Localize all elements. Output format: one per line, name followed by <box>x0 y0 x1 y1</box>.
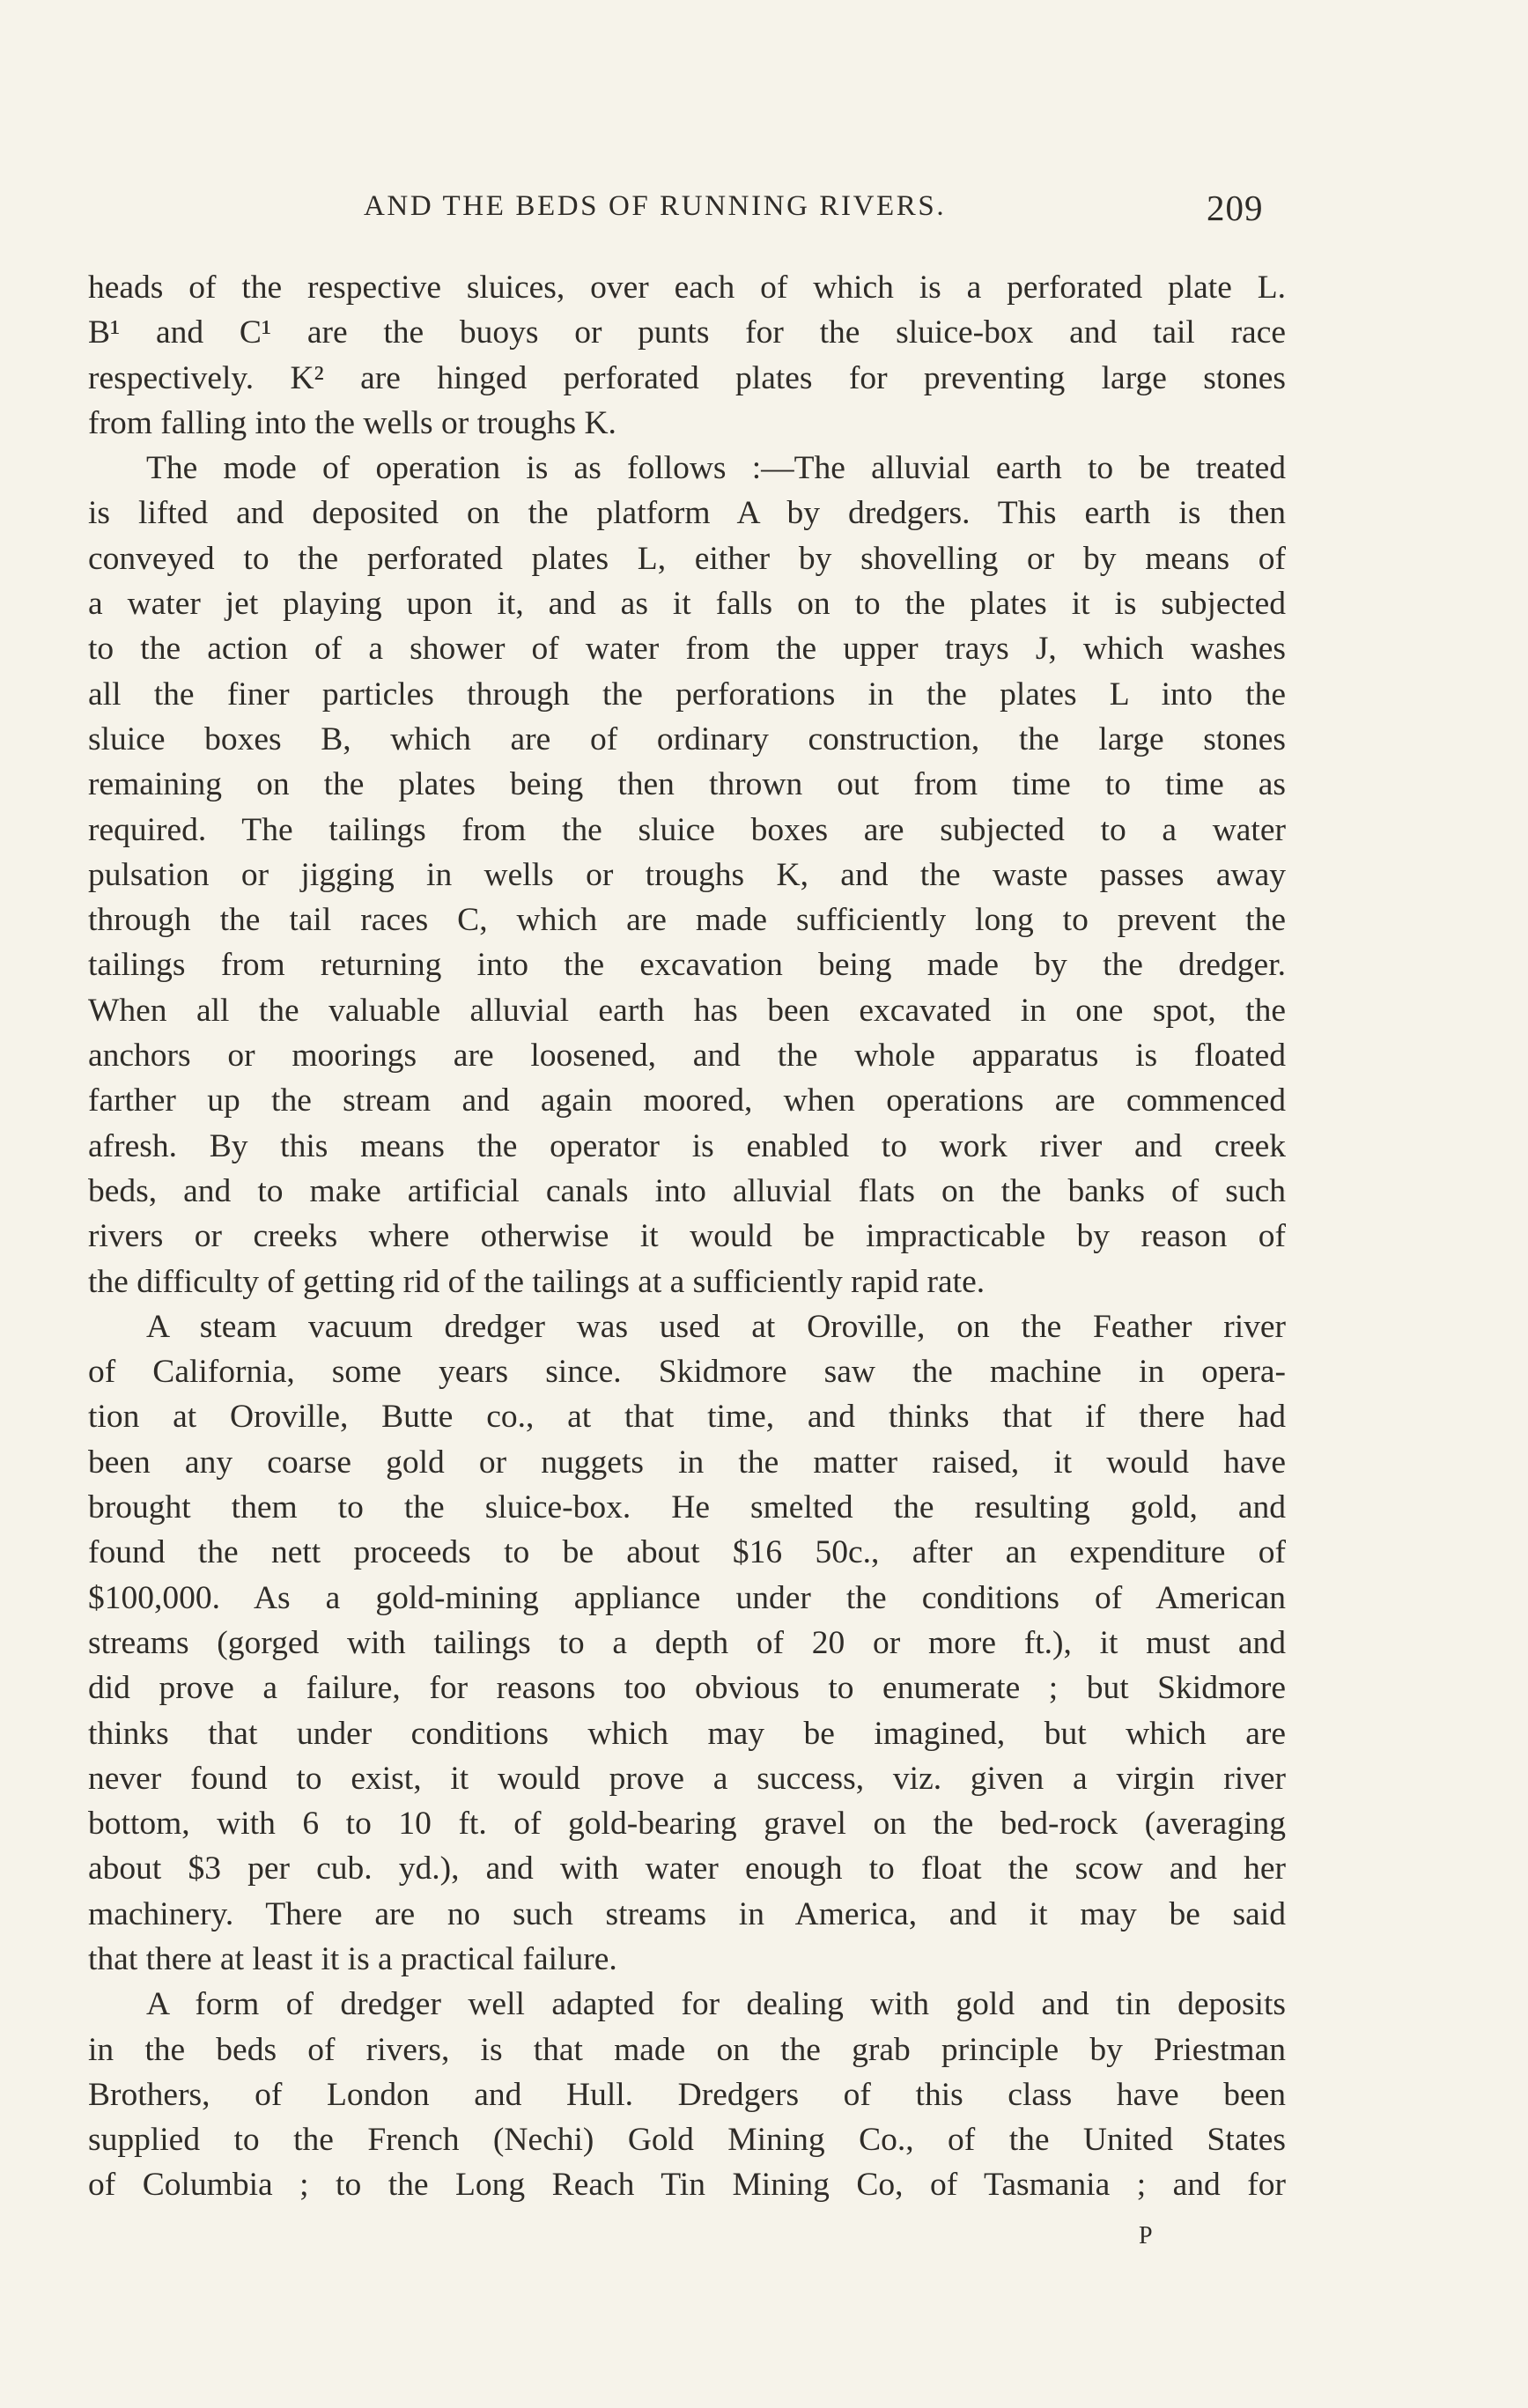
paragraph-start-line: A steam vacuum dredger was used at Oroville, on the Feather river <box>146 1308 1286 1345</box>
text-line: heads of the respective sluices, over each of which is a perforated plate L. <box>88 270 1286 306</box>
text-line: rivers or creeks where otherwise it would be impracticable by reason of <box>88 1218 1286 1255</box>
text-line: never found to exist, it would prove a success, viz. given a virgin river <box>88 1760 1286 1797</box>
text-line: through the tail races C, which are made sufficiently long to prevent the <box>88 902 1286 939</box>
text-line: about $3 per cub. yd.), and with water enough to float the scow and her <box>88 1850 1286 1887</box>
running-head <box>0 190 1528 234</box>
text-line: a water jet playing upon it, and as it falls on to the plates it is subjected <box>88 586 1286 623</box>
text-line: machinery. There are no such streams in America, and it may be said <box>88 1895 1286 1932</box>
text-line: from falling into the wells or troughs K. <box>88 404 616 441</box>
text-line: did prove a failure, for reasons too obvious to enumerate ; but Skidmore <box>88 1670 1286 1707</box>
running-title: AND THE BEDS OF RUNNING RIVERS. <box>364 190 947 222</box>
text-line: in the beds of rivers, is that made on the grab principle by Priestman <box>88 2031 1286 2068</box>
paragraph-start-line: The mode of operation is as follows :—The alluvial earth to be treated <box>146 450 1286 487</box>
page-number: 209 <box>1207 188 1264 228</box>
text-line: pulsation or jigging in wells or troughs K, and the waste passes away <box>88 856 1286 893</box>
text-line: tailings from returning into the excavation being made by the dredger. <box>88 947 1286 984</box>
text-line: thinks that under conditions which may be imagined, but which are <box>88 1715 1286 1752</box>
text-line: streams (gorged with tailings to a depth of 20 or more ft.), it must and <box>88 1624 1286 1661</box>
signature-mark: P <box>1139 2222 1154 2249</box>
text-line: supplied to the French (Nechi) Gold Mining Co., of the United States <box>88 2122 1286 2159</box>
text-line: B¹ and C¹ are the buoys or punts for the sluice-box and tail race <box>88 314 1286 351</box>
text-line: $100,000. As a gold-mining appliance under the conditions of American <box>88 1579 1286 1616</box>
body-text <box>88 265 1286 2208</box>
text-line: afresh. By this means the operator is enabled to work river and creek <box>88 1127 1286 1164</box>
text-line: brought them to the sluice-box. He smelted the resulting gold, and <box>88 1489 1286 1526</box>
text-line: farther up the stream and again moored, when operations are commenced <box>88 1082 1286 1119</box>
text-line: required. The tailings from the sluice boxes are subjected to a water <box>88 811 1286 848</box>
text-line: to the action of a shower of water from the upper trays J, which washes <box>88 631 1286 668</box>
text-line: bottom, with 6 to 10 ft. of gold-bearing gravel on the bed-rock (averaging <box>88 1806 1286 1843</box>
text-line: that there at least it is a practical failure. <box>88 1940 617 1977</box>
text-line: Brothers, of London and Hull. Dredgers of this class have been <box>88 2076 1286 2113</box>
text-line: is lifted and deposited on the platform A by dredgers. This earth is then <box>88 495 1286 532</box>
text-line: the difficulty of getting rid of the tailings at a sufficiently rapid rate. <box>88 1263 985 1300</box>
text-line: of California, some years since. Skidmore saw the machine in opera- <box>88 1354 1286 1391</box>
text-line: been any coarse gold or nuggets in the matter raised, it would have <box>88 1444 1286 1481</box>
text-line: all the finer particles through the perforations in the plates L into the <box>88 676 1286 713</box>
text-line: anchors or moorings are loosened, and the whole apparatus is floated <box>88 1038 1286 1075</box>
text-line: beds, and to make artificial canals into alluvial flats on the banks of such <box>88 1172 1286 1209</box>
text-line: found the nett proceeds to be about $16 50c., after an expenditure of <box>88 1534 1286 1571</box>
text-line: remaining on the plates being then thrown out from time to time as <box>88 766 1286 803</box>
text-line: conveyed to the perforated plates L, either by shovelling or by means of <box>88 540 1286 577</box>
paragraph-start-line: A form of dredger well adapted for dealing with gold and tin deposits <box>146 1986 1286 2023</box>
text-line: sluice boxes B, which are of ordinary construction, the large stones <box>88 720 1286 757</box>
text-line: respectively. K² are hinged perforated plates for preventing large stones <box>88 359 1286 396</box>
text-line: tion at Oroville, Butte co., at that time, and thinks that if there had <box>88 1399 1286 1436</box>
text-line: of Columbia ; to the Long Reach Tin Mining Co, of Tasmania ; and for <box>88 2167 1286 2204</box>
text-line: When all the valuable alluvial earth has been excavated in one spot, the <box>88 992 1286 1029</box>
